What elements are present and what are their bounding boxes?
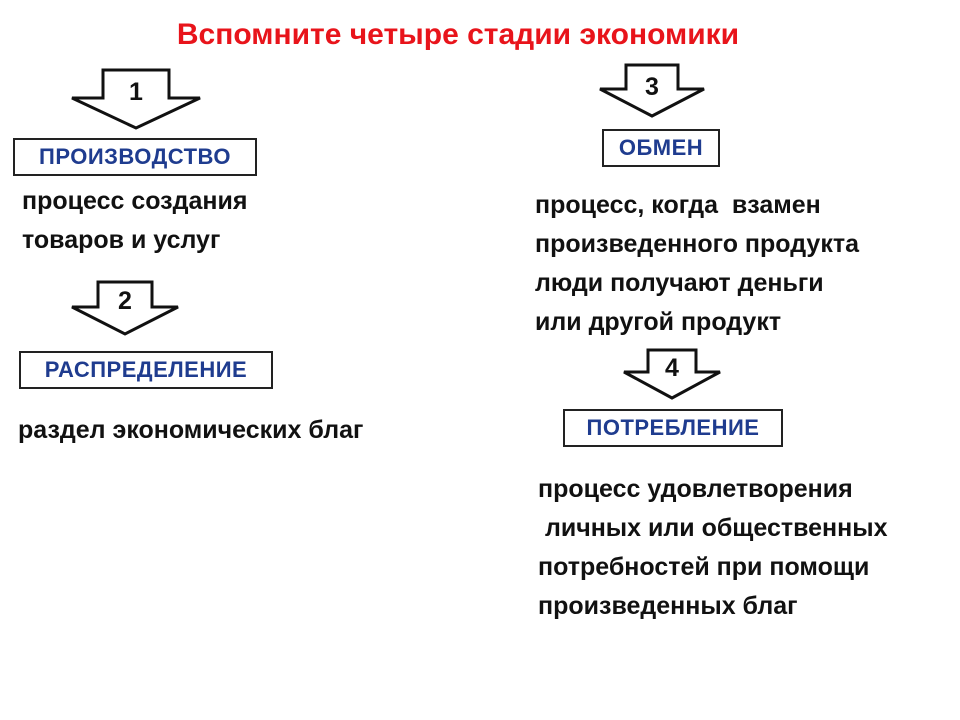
down-arrow-icon	[622, 348, 722, 400]
description-line: потребностей при помощи	[538, 553, 870, 581]
stage-description	[22, 182, 247, 260]
description-line: процесс, когда взамен	[535, 191, 821, 219]
description-line: товаров и услуг	[22, 226, 221, 254]
stage-box-production: ПРОИЗВОДСТВО	[13, 138, 257, 176]
slide-title: Вспомните четыре стадии экономики	[176, 18, 740, 51]
description-line: раздел экономических благ	[18, 416, 364, 444]
description-line: люди получают деньги	[535, 269, 824, 297]
stage-description	[535, 186, 859, 342]
stage-description	[538, 470, 888, 626]
stage-box-consumption: ПОТРЕБЛЕНИЕ	[563, 409, 783, 447]
description-line: или другой продукт	[535, 308, 782, 336]
description-line: личных или общественных	[538, 514, 888, 542]
down-arrow-icon	[70, 280, 180, 336]
description-line: процесс создания	[22, 187, 248, 215]
stage-number: 4	[665, 354, 679, 382]
description-line: произведенного продукта	[535, 230, 859, 258]
description-line: произведенных благ	[538, 592, 798, 620]
stage-number: 3	[645, 73, 659, 101]
stage-number: 2	[118, 287, 132, 315]
stage-number: 1	[129, 78, 143, 106]
down-arrow-icon	[70, 68, 202, 130]
down-arrow-icon	[598, 63, 706, 118]
stage-box-distribution: РАСПРЕДЕЛЕНИЕ	[19, 351, 273, 389]
description-line: процесс удовлетворения	[538, 475, 853, 503]
stage-box-exchange: ОБМЕН	[602, 129, 720, 167]
stage-description	[18, 411, 363, 450]
